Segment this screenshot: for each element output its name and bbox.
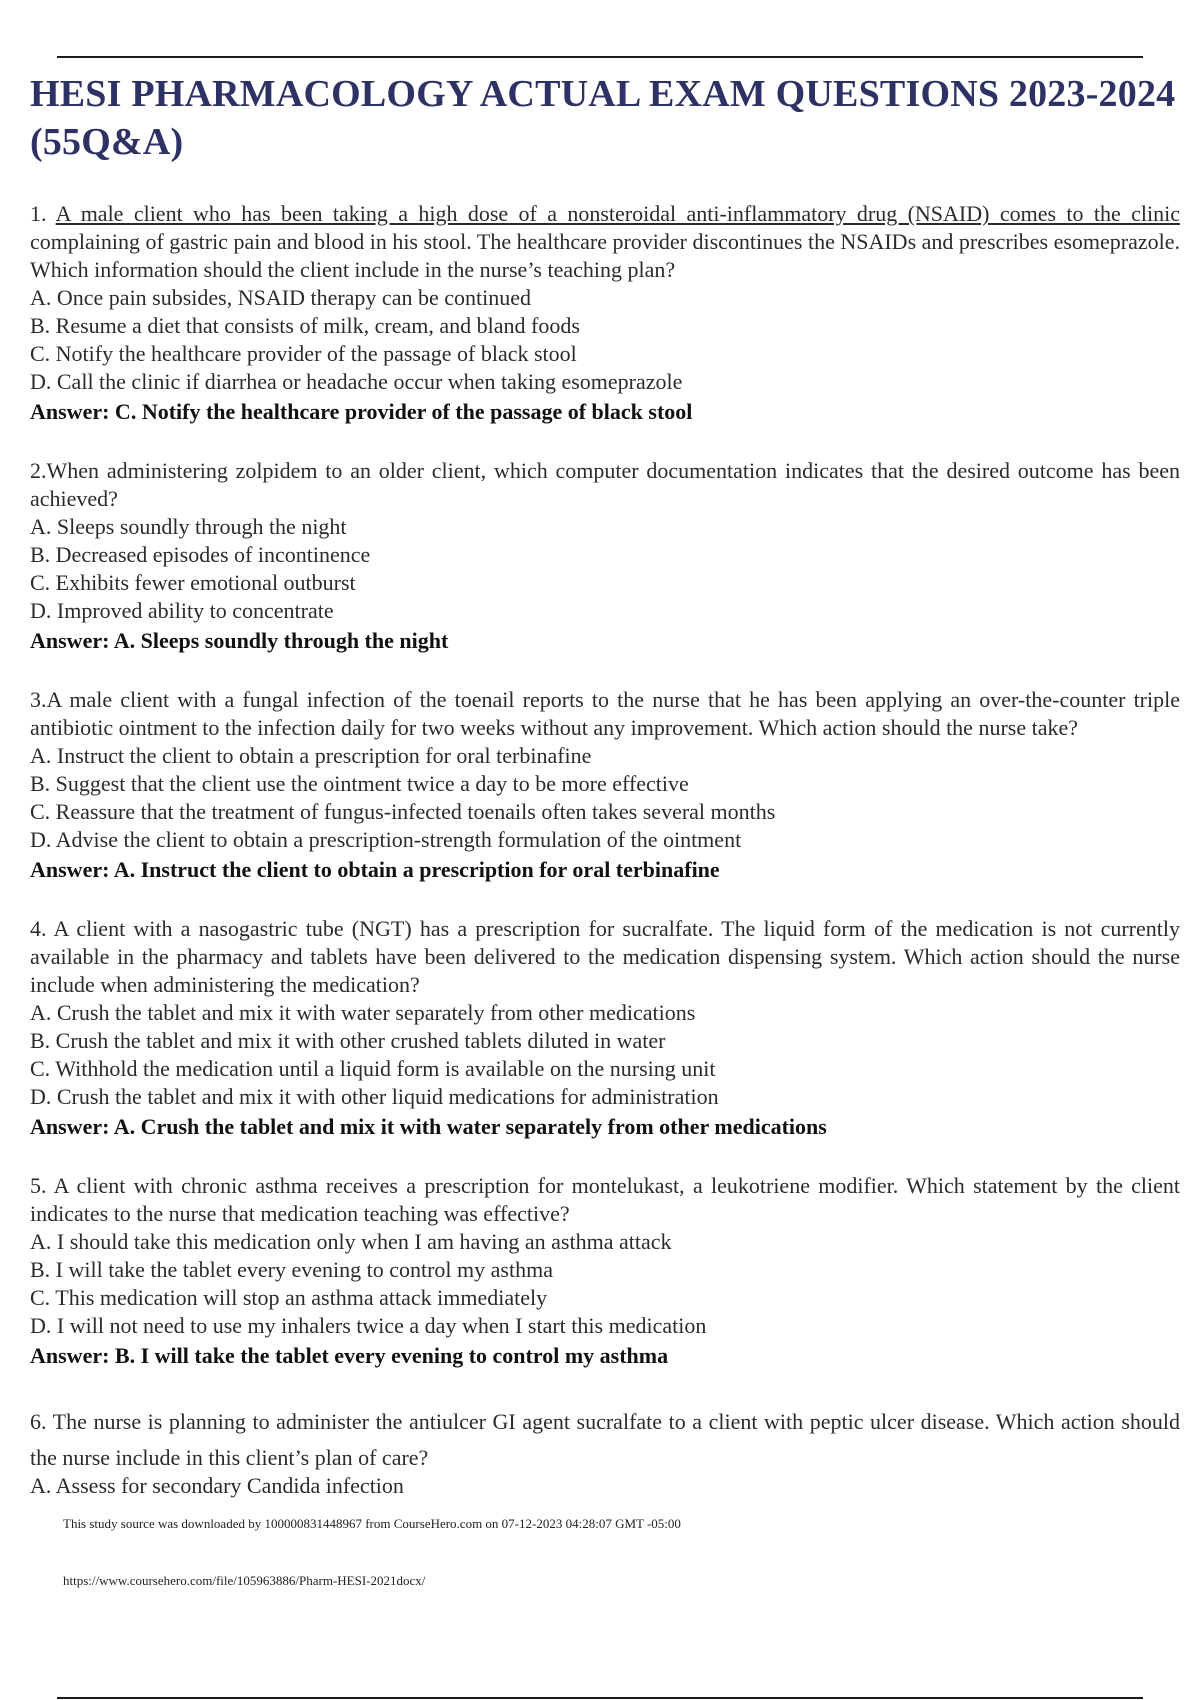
answer-option-c: C. Reassure that the treatment of fungus-infected toenails often takes several months <box>30 799 776 824</box>
question-number: 3. <box>30 687 47 712</box>
answer-option-d: D. Crush the tablet and mix it with other liquid medications for administration <box>30 1084 719 1109</box>
question-number: 5. <box>30 1173 47 1198</box>
answer-option-a: A. Crush the tablet and mix it with water separately from other medications <box>30 1000 696 1025</box>
correct-answer: Answer: A. Instruct the client to obtain a prescription for oral terbinafine <box>30 857 720 882</box>
download-source-notice: This study source was downloaded by 100000831448967 from CourseHero.com on 07-12-2023 04:28:07 GMT -05:00 <box>63 1516 681 1531</box>
question-stem-text: When administering zolpidem to an older client, which computer documentation indicates that the desired outcome has been achieved? <box>30 458 1180 511</box>
answer-option-b: B. Resume a diet that consists of milk, cream, and bland foods <box>30 313 580 338</box>
question-2 <box>30 457 1180 655</box>
answer-option-b: B. I will take the tablet every evening to control my asthma <box>30 1257 553 1282</box>
question-stem-text: A client with a nasogastric tube (NGT) has a prescription for sucralfate. The liquid form of the medication is not currently available in the pharmacy and tablets have been delivered to the medication dispensing system. Which action should the nurse include when administering the medication? <box>30 916 1180 997</box>
answer-option-c: C. Withhold the medication until a liquid form is available on the nursing unit <box>30 1056 716 1081</box>
answer-option-a: A. Sleeps soundly through the night <box>30 514 347 539</box>
answer-option-a: A. I should take this medication only when I am having an asthma attack <box>30 1229 672 1254</box>
question-3 <box>30 686 1180 884</box>
question-5 <box>30 1172 1180 1370</box>
question-number: 6. <box>30 1409 47 1434</box>
correct-answer: Answer: A. Crush the tablet and mix it with water separately from other medications <box>30 1114 827 1139</box>
answer-option-d: D. I will not need to use my inhalers twice a day when I start this medication <box>30 1313 707 1338</box>
question-stem <box>30 200 1180 284</box>
question-4 <box>30 915 1180 1141</box>
bottom-divider <box>57 1697 1143 1699</box>
question-stem <box>30 686 1180 742</box>
question-stem <box>30 1404 1180 1476</box>
answer-option-a: A. Assess for secondary Candida infection <box>30 1473 404 1498</box>
answer-option-b: B. Decreased episodes of incontinence <box>30 542 371 567</box>
question-stem-text: A client with chronic asthma receives a prescription for montelukast, a leukotriene modifier. Which statement by the client indicates to the nurse that medication teaching was effective? <box>30 1173 1180 1226</box>
answer-option-b: B. Suggest that the client use the ointment twice a day to be more effective <box>30 771 689 796</box>
answer-option-a: A. Instruct the client to obtain a prescription for oral terbinafine <box>30 743 592 768</box>
document-page <box>30 70 1180 1500</box>
question-number: 1. <box>30 201 47 226</box>
question-stem-text: A male client with a fungal infection of the toenail reports to the nurse that he has been applying an over-the-counter triple antibiotic ointment to the infection daily for two weeks without any improvement. Which action should the nurse take? <box>30 687 1180 740</box>
correct-answer: Answer: B. I will take the tablet every evening to control my asthma <box>30 1343 669 1368</box>
answer-option-d: D. Improved ability to concentrate <box>30 598 334 623</box>
answer-option-d: D. Advise the client to obtain a prescription-strength formulation of the ointment <box>30 827 742 852</box>
answer-option-c: C. Notify the healthcare provider of the passage of black stool <box>30 341 577 366</box>
answer-option-a: A. Once pain subsides, NSAID therapy can be continued <box>30 285 531 310</box>
question-1 <box>30 200 1180 426</box>
answer-option-d: D. Call the clinic if diarrhea or headache occur when taking esomeprazole <box>30 369 683 394</box>
question-stem-text: complaining of gastric pain and blood in his stool. The healthcare provider discontinues the NSAIDs and prescribes esomeprazole. Which information should the client include in the nurse’s teaching plan? <box>30 229 1181 282</box>
question-stem <box>30 457 1180 513</box>
question-stem-text: The nurse is planning to administer the antiulcer GI agent sucralfate to a client with peptic ulcer disease. Which action should the nurse include in this client’s plan of care? <box>30 1409 1180 1470</box>
question-stem-underlined: A male client who has been taking a high dose of a nonsteroidal anti-inflammatory drug (NSAID) comes to the clinic <box>55 201 1180 226</box>
question-6 <box>30 1404 1180 1500</box>
question-number: 2. <box>30 458 47 483</box>
document-title: HESI PHARMACOLOGY ACTUAL EXAM QUESTIONS 2023-2024 (55Q&A) <box>30 73 1176 163</box>
source-url: https://www.coursehero.com/file/105963886/Pharm-HESI-2021docx/ <box>63 1573 426 1588</box>
answer-option-b: B. Crush the tablet and mix it with other crushed tablets diluted in water <box>30 1028 666 1053</box>
question-number: 4. <box>30 916 47 941</box>
top-divider <box>57 56 1143 58</box>
answer-option-c: C. Exhibits fewer emotional outburst <box>30 570 356 595</box>
correct-answer: Answer: C. Notify the healthcare provider of the passage of black stool <box>30 399 693 424</box>
answer-option-c: C. This medication will stop an asthma attack immediately <box>30 1285 548 1310</box>
correct-answer: Answer: A. Sleeps soundly through the night <box>30 628 449 653</box>
question-stem <box>30 915 1180 999</box>
question-stem <box>30 1172 1180 1228</box>
